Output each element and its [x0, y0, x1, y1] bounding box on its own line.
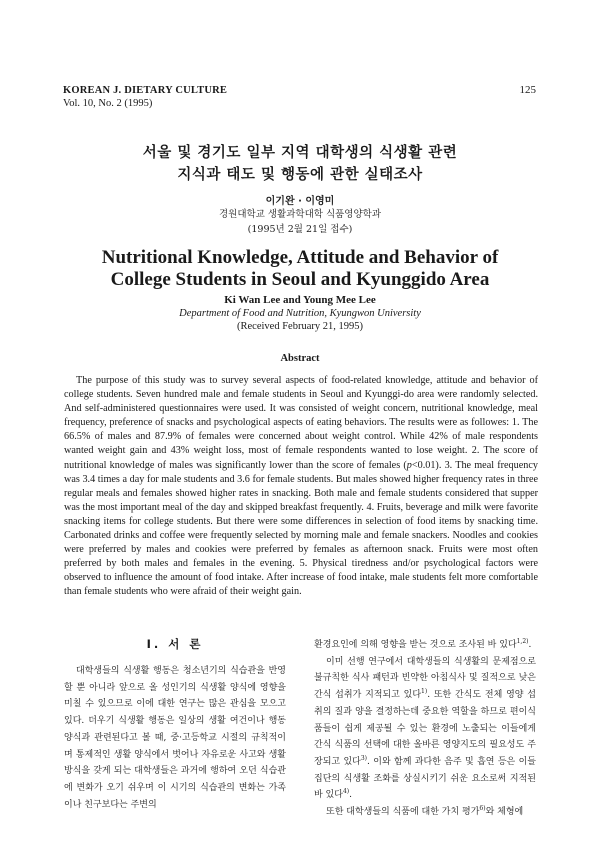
text-run: 이미 선행 연구에서 대학생들의 식생활의 문제점으로 불규칙한 식사 패턴과 빈약한 아침식사 및 질적으로 낮은 간식 섭취가 지적되고 있다 — [314, 656, 536, 701]
korean-title — [0, 142, 600, 186]
abstract-heading: Abstract — [280, 353, 320, 364]
intro-paragraph-1-continued — [314, 637, 536, 654]
body-column-right — [314, 637, 536, 821]
text-run: . — [528, 640, 532, 650]
section-heading-introduction: I. 서 론 — [146, 637, 204, 651]
abstract-p-symbol: p — [406, 459, 412, 471]
english-title — [0, 247, 600, 291]
abstract-text-part2: <0.01). 3. The meal frequency was 3.4 times a day for male students and 3.6 for female students. But males showed higher frequency rates in three regular meals and females showed higher rates in snacking. Both male and female students considered that supper was the most important meal of the day and skipped breakfast frequently. 4. Fruits, beverage and milk were favorite snacking items for college students. But there were some differences in selection of food items by snacking time. Carbonated drinks and coffee were frequently selected by morning male and female snackers. Noodles and cookies were preferred by males and cookies were preferred by females as afternoon snack. Fruits were most often preferred by both males and females in the evening. 5. Physical tiredness and/or psychological factors were observed to influence the amount of food intake. After increase of food intake, male students felt more comfortable than female students who were afraid of their weight gain. — [64, 459, 538, 598]
korean-affiliation: 경원대학교 생활과학대학 식품영양학과 — [218, 209, 382, 220]
korean-received-date: (1995년 2월 21일 접수) — [247, 224, 353, 235]
english-authors: Ki Wan Lee and Young Mee Lee — [224, 294, 376, 306]
text-run: 환경요인에 의해 영향을 받는 것으로 조사된 바 있다 — [314, 640, 517, 650]
text-run: . 이와 함께 과다한 음주 및 흡연 등은 이들 집단의 식생활 조화를 상실시키기 쉬운 요소로써 지적된 바 있다 — [314, 756, 536, 801]
text-run: 또한 대학생들의 식품에 대한 가치 평가 — [326, 807, 480, 818]
journal-name: KOREAN J. DIETARY CULTURE — [63, 85, 228, 96]
english-title-line2: College Students in Seoul and Kyunggido Area — [110, 269, 490, 290]
english-affiliation: Department of Food and Nutrition, Kyungwon University — [179, 308, 421, 319]
abstract-text — [64, 374, 538, 600]
text-run: 와 체형에 — [485, 807, 524, 818]
korean-authors: 이기완 · 이영미 — [265, 196, 335, 207]
korean-affiliation-block — [0, 207, 600, 237]
citation-ref: 6) — [479, 805, 486, 813]
citation-ref: 1,2) — [516, 638, 529, 645]
english-title-line1: Nutritional Knowledge, Attitude and Behavior of — [101, 247, 499, 268]
body-column-left — [64, 636, 286, 813]
text-run: . 또한 간식도 전체 영양 섭취의 질과 양을 결정하는데 중요한 역할을 하므로 편이식품들이 쉽게 제공될 수 있는 환경에 노출되는 이들에게 간식 식품의 선택에 대한 올바른 영양지도의 필요성도 주장되고 있다 — [314, 690, 536, 767]
citation-ref: 4) — [342, 788, 350, 796]
korean-title-line1: 서울 및 경기도 일부 지역 대학생의 식생활 관련 — [142, 145, 458, 161]
korean-title-line2: 지식과 태도 및 행동에 관한 실태조사 — [177, 167, 423, 183]
citation-ref: 1) — [421, 688, 428, 696]
page-number: 125 — [519, 84, 536, 96]
journal-volume: Vol. 10, No. 2 (1995) — [63, 98, 153, 109]
text-run: . — [349, 790, 352, 801]
intro-paragraph-1: 대학생들의 식생활 행동은 청소년기의 식습관을 반영할 뿐 아니라 앞으로 올 성인기의 식생활 양식에 영향을 미칠 수 있으므로 이에 대한 연구는 많은 관심을 모으고 있다. 더우기 식생활 행동은 일상의 생활 여건이나 행동 양식과 관련된다고 볼 때, 중·고등학교 시절의 규칙적이며 통제적인 생활 양식에서 벗어나 자유로운 사고와 생활 방식을 갖게 되는 대학생들은 과거에 행하여 오던 식습관에 변화가 오기 쉬우며 이 시기의 식습관의 변화는 가족이나 친구보다는 주변의 — [64, 666, 286, 810]
intro-paragraph-3 — [314, 804, 536, 821]
journal-citation — [63, 84, 227, 110]
abstract-text-part1: The purpose of this study was to survey several aspects of food-related knowledge, attitude and behavior of college students. Seven hundred male and female students in Seoul and Kyunggi-do area were randomly selected. And self-administered questionnaires were used. It was consisted of weight concern, nutritional knowledge, meal frequency, preference of snacks and psychological aspects of eating behaviors. The results were as followes: 1. The 66.5% of males and 87.9% of females were concerned about weight control. While 42% of male respondents wanted weight gain and 43% weight loss, most of female respondents wanted to lose weight. 2. The score of nutritional knowledge of males was significantly lower than the score of females ( — [64, 375, 538, 471]
english-affiliation-block — [0, 307, 600, 333]
intro-paragraph-2 — [314, 654, 536, 804]
english-received-date: (Received February 21, 1995) — [237, 321, 363, 332]
citation-ref: 3) — [360, 754, 368, 762]
